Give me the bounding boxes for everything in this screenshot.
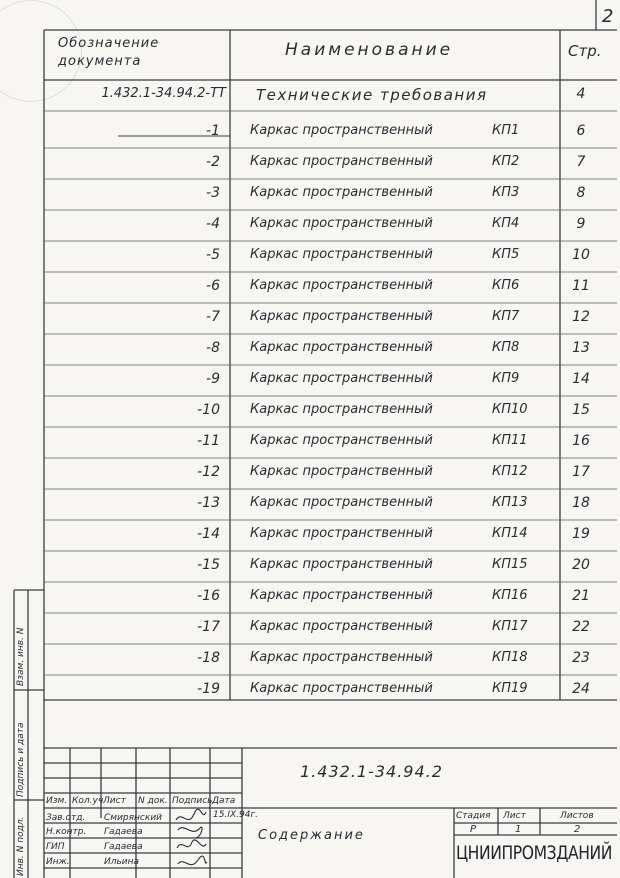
sheet-value: 1 — [515, 824, 522, 835]
row-code: -15 — [197, 557, 220, 573]
row-code: -16 — [197, 588, 220, 604]
row-mark: КП17 — [492, 619, 528, 634]
row-page: 14 — [572, 371, 590, 387]
row-mark: КП4 — [492, 216, 520, 231]
row-code: -14 — [197, 526, 220, 542]
row-page: 8 — [576, 185, 586, 201]
row-page: 11 — [572, 278, 590, 294]
row-name: Каркас пространственный — [250, 619, 433, 634]
row-name: Каркас пространственный — [250, 495, 433, 510]
tb-col-kol: Кол.уч — [72, 796, 104, 806]
row-name: Каркас пространственный — [250, 557, 433, 572]
row-code: -4 — [206, 216, 220, 232]
stage-label: Стадия — [456, 811, 491, 821]
row-page: 4 — [576, 86, 586, 102]
side-label-inv-orig: Инв. N подл. — [16, 816, 26, 876]
sheets-value: 2 — [574, 824, 581, 835]
row-code: -17 — [197, 619, 220, 635]
row-page: 21 — [572, 588, 590, 604]
header-name: Наименование — [285, 40, 454, 60]
row-code: -7 — [206, 309, 220, 325]
row-code: -8 — [206, 340, 220, 356]
row-mark: КП10 — [492, 402, 528, 417]
row-mark: КП5 — [492, 247, 520, 262]
row-mark: КП14 — [492, 526, 528, 541]
row-mark: КП15 — [492, 557, 528, 572]
row-page: 9 — [576, 216, 586, 232]
row-name: Каркас пространственный — [250, 154, 433, 169]
row-code: -11 — [197, 433, 220, 449]
row-name: Каркас пространственный — [250, 650, 433, 665]
sheet-number: 2 — [602, 6, 614, 27]
row-mark: КП2 — [492, 154, 520, 169]
row-mark: КП12 — [492, 464, 528, 479]
signatory-name: Смирянский — [104, 813, 163, 823]
stage-value: Р — [470, 824, 477, 835]
row-code: -18 — [197, 650, 220, 666]
tb-col-list: Лист — [103, 796, 126, 806]
row-name: Каркас пространственный — [250, 681, 433, 696]
side-label-replaces: Взам. инв. N — [16, 627, 26, 686]
row-mark: КП9 — [492, 371, 520, 386]
tb-col-dok: N док. — [138, 796, 168, 806]
row-page: 20 — [572, 557, 590, 573]
row-code: -9 — [206, 371, 220, 387]
row-code: -6 — [206, 278, 220, 294]
row-page: 12 — [572, 309, 590, 325]
row-mark: КП8 — [492, 340, 520, 355]
row-page: 19 — [572, 526, 590, 542]
row-page: 18 — [572, 495, 590, 511]
row-name: Каркас пространственный — [250, 433, 433, 448]
row-code: 1.432.1-34.94.2-ТТ — [101, 86, 226, 101]
row-code: -1 — [206, 123, 220, 139]
row-mark: КП7 — [492, 309, 520, 324]
row-mark: КП18 — [492, 650, 528, 665]
row-name: Каркас пространственный — [250, 371, 433, 386]
signatory-name: Гадаева — [104, 842, 143, 852]
row-name: Каркас пространственный — [250, 402, 433, 417]
row-name: Каркас пространственный — [250, 464, 433, 479]
row-page: 24 — [572, 681, 590, 697]
row-name: Каркас пространственный — [250, 216, 433, 231]
row-page: 6 — [576, 123, 586, 139]
row-name: Каркас пространственный — [250, 185, 433, 200]
row-code: -5 — [206, 247, 220, 263]
signatures — [172, 808, 210, 878]
tb-col-data: Дата — [212, 796, 236, 806]
row-code: -10 — [197, 402, 220, 418]
row-page: 13 — [572, 340, 590, 356]
row-mark: КП3 — [492, 185, 520, 200]
row-page: 17 — [572, 464, 590, 480]
row-name: Технические требования — [256, 86, 488, 104]
document-title: Содержание — [258, 828, 365, 843]
document-code: 1.432.1-34.94.2 — [300, 762, 443, 781]
row-mark: КП19 — [492, 681, 528, 696]
organization-name: ЦНИИПРОМЗДАНИЙ — [456, 842, 613, 864]
row-name: Каркас пространственный — [250, 123, 433, 138]
row-page: 16 — [572, 433, 590, 449]
signatory-role: ГИП — [46, 842, 65, 852]
signatory-role: Инж. — [46, 857, 70, 867]
row-mark: КП16 — [492, 588, 528, 603]
row-page: 7 — [576, 154, 586, 170]
row-mark: КП6 — [492, 278, 520, 293]
row-name: Каркас пространственный — [250, 247, 433, 262]
row-page: 23 — [572, 650, 590, 666]
header-designation-line1: Обозначение — [58, 36, 160, 51]
signatory-name: Ильина — [104, 857, 140, 867]
row-page: 22 — [572, 619, 590, 635]
tb-date: 15.IX.94г. — [213, 810, 259, 820]
row-name: Каркас пространственный — [250, 309, 433, 324]
row-code: -3 — [206, 185, 220, 201]
signatory-name: Гадаева — [104, 827, 143, 837]
row-code: -2 — [206, 154, 220, 170]
row-page: 15 — [572, 402, 590, 418]
side-label-sign-date: Подпись и дата — [16, 722, 26, 797]
row-name: Каркас пространственный — [250, 588, 433, 603]
sheets-label: Листов — [560, 811, 594, 821]
header-page: Стр. — [568, 42, 602, 60]
row-name: Каркас пространственный — [250, 340, 433, 355]
row-name: Каркас пространственный — [250, 526, 433, 541]
row-mark: КП1 — [492, 123, 520, 138]
row-page: 10 — [572, 247, 590, 263]
row-mark: КП13 — [492, 495, 528, 510]
tb-col-izm: Изм. — [46, 796, 68, 806]
row-code: -13 — [197, 495, 220, 511]
signatory-role: Н.контр. — [46, 827, 87, 837]
row-code: -12 — [197, 464, 220, 480]
header-designation-line2: документа — [58, 54, 142, 69]
sheet-label: Лист — [503, 811, 526, 821]
tb-col-podpis: Подпись — [172, 796, 213, 806]
signatory-role: Зав.отд. — [46, 813, 86, 823]
row-mark: КП11 — [492, 433, 528, 448]
row-name: Каркас пространственный — [250, 278, 433, 293]
row-code: -19 — [197, 681, 220, 697]
